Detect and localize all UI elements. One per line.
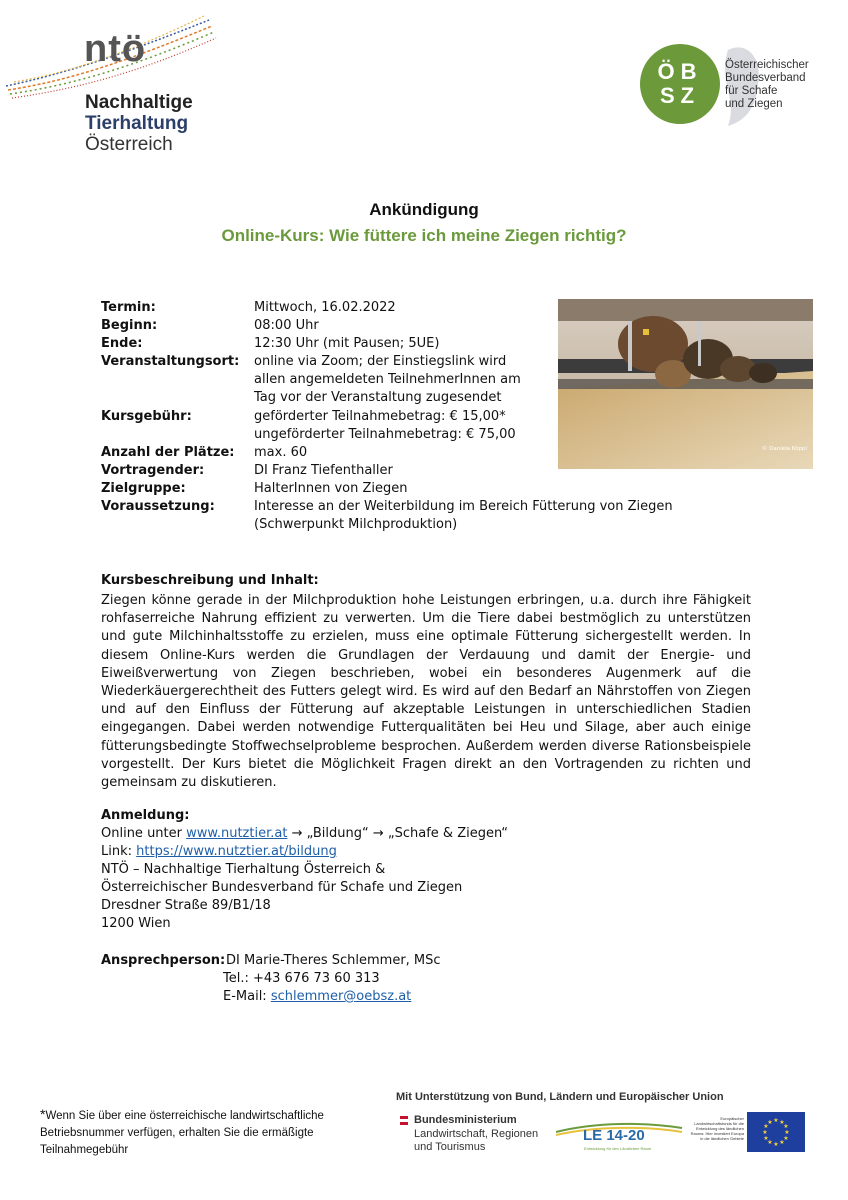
- svg-text:★: ★: [762, 1129, 768, 1136]
- contact-phone: Tel.: +43 676 73 60 313: [223, 971, 380, 986]
- voraussetzung-line2: (Schwerpunkt Milchproduktion): [254, 517, 458, 532]
- beginn-value: 08:00 Uhr: [254, 318, 319, 333]
- obsz-mark-top: ÖB: [657, 59, 703, 84]
- ende-label: Ende:: [101, 336, 143, 351]
- footnote-star: *: [40, 1106, 46, 1122]
- obsz-line3: für Schafe: [725, 85, 778, 97]
- le-logo: [556, 1118, 684, 1156]
- online-path: → „Bildung“ → „Schafe & Ziegen“: [291, 826, 508, 841]
- obsz-line2: Bundesverband: [725, 72, 806, 84]
- voraussetzung-value: [254, 498, 673, 534]
- link-label: Link:: [101, 844, 133, 859]
- svg-text:★: ★: [784, 1129, 790, 1136]
- contact-label: Ansprechperson:: [101, 953, 226, 968]
- eu-stars-icon: [747, 1112, 805, 1152]
- goats-feeding-photo: [558, 299, 813, 469]
- address-line1: Dresdner Straße 89/B1/18: [101, 898, 271, 913]
- bm-lines: [414, 1128, 538, 1154]
- nto-logo-line1: Nachhaltige: [85, 92, 193, 113]
- photo-credit: © Daniela Köppl: [761, 446, 807, 452]
- nto-logo-word: ntö: [84, 28, 147, 70]
- voraussetzung-line1: Interesse an der Weiterbildung im Bereich Fütterung von Ziegen: [254, 499, 673, 514]
- gebuehr-value: [254, 408, 516, 444]
- page-subtitle: Online-Kurs: Wie füttere ich meine Ziegen richtig?: [221, 226, 627, 245]
- nutztier-link[interactable]: www.nutztier.at: [186, 826, 288, 841]
- eu-flag-icon: [747, 1112, 805, 1152]
- ort-line1: online via Zoom; der Einstiegslink wird: [254, 354, 507, 369]
- support-note: Mit Unterstützung von Bund, Ländern und Europäischer Union: [396, 1091, 724, 1103]
- obsz-logo: [638, 40, 828, 135]
- bm-line1: Bundesministerium: [414, 1114, 517, 1126]
- svg-text:★: ★: [779, 1119, 785, 1126]
- plaetze-value: max. 60: [254, 445, 308, 460]
- ort-line3: Tag vor der Veranstaltung zugesendet: [254, 390, 502, 405]
- beginn-label: Beginn:: [101, 318, 158, 333]
- svg-text:★: ★: [783, 1123, 789, 1130]
- gebuehr-line1: geförderter Teilnahmebetrag: € 15,00*: [254, 409, 506, 424]
- bildung-link[interactable]: https://www.nutztier.at/bildung: [136, 844, 337, 859]
- svg-text:★: ★: [773, 1141, 779, 1148]
- org-line1: NTÖ – Nachhaltige Tierhaltung Österreich &: [101, 862, 386, 877]
- goats-feeding-image: [558, 299, 813, 469]
- email-prefix: E-Mail:: [223, 989, 267, 1004]
- bmlrt-logo: [400, 1112, 560, 1157]
- zielgruppe-value: HalterInnen von Ziegen: [254, 481, 408, 496]
- obsz-line4: und Ziegen: [725, 98, 783, 110]
- page-title: Ankündigung: [369, 200, 479, 219]
- address-line2: 1200 Wien: [101, 916, 171, 931]
- svg-text:★: ★: [767, 1139, 773, 1146]
- eu-fund-text: Europäischer Landwirtschaftsfonds für die Entwicklung des ländlichen Raums: Hier investiert Europa in die ländlichen Gebiete: [690, 1116, 744, 1141]
- termin-value: Mittwoch, 16.02.2022: [254, 300, 396, 315]
- email-link[interactable]: schlemmer@oebsz.at: [270, 989, 412, 1004]
- austria-flag-icon: [400, 1116, 408, 1125]
- ort-value: [254, 353, 521, 407]
- zielgruppe-label: Zielgruppe:: [101, 481, 186, 496]
- plaetze-label: Anzahl der Plätze:: [101, 445, 235, 460]
- contact-email-line: [223, 988, 411, 1006]
- le-logo-text: LE 14-20: [583, 1127, 645, 1144]
- svg-text:★: ★: [779, 1139, 785, 1146]
- svg-text:★: ★: [763, 1135, 769, 1142]
- svg-text:★: ★: [767, 1119, 773, 1126]
- gebuehr-line2: ungeförderter Teilnahmebetrag: € 75,00: [254, 427, 516, 442]
- footnote: [40, 1106, 360, 1159]
- description-heading: Kursbeschreibung und Inhalt:: [101, 573, 319, 588]
- svg-text:★: ★: [763, 1123, 769, 1130]
- anmeldung-online: [101, 825, 508, 843]
- svg-text:★: ★: [783, 1135, 789, 1142]
- anmeldung-heading: Anmeldung:: [101, 808, 190, 823]
- contact-name: DI Marie-Theres Schlemmer, MSc: [226, 953, 441, 968]
- obsz-mark-bottom: SZ: [659, 83, 701, 108]
- vortragender-value: DI Franz Tiefenthaller: [254, 463, 393, 478]
- bm-line3: und Tourismus: [414, 1141, 486, 1153]
- bm-line2: Landwirtschaft, Regionen: [414, 1128, 539, 1140]
- org-line2: Österreichischer Bundesverband für Schafe und Ziegen: [101, 880, 463, 895]
- le-logo-sub: Entwicklung für den Ländlichen Raum: [584, 1146, 652, 1151]
- gebuehr-label: Kursgebühr:: [101, 409, 192, 424]
- ort-label: Veranstaltungsort:: [101, 354, 240, 369]
- termin-label: Termin:: [101, 300, 156, 315]
- obsz-logo-mark: [640, 44, 720, 124]
- online-prefix: Online unter: [101, 826, 182, 841]
- description-text: Ziegen könne gerade in der Milchproduktion hohe Leistungen erbringen, u.a. durch ihre Fähigkeit rohfaserreiche Nahrung effizient zu verwerten. Um die Tiere dabei bestmöglich zu unterstützen und gute Milchinhaltsstoffe zu erzielen, muss eine optimale Fütterung sichergestellt werden. In diesem Online-Kurs werden die Grundlagen der Verdauung und damit der Energie- und Eiweißverwertung von Ziegen beschrieben, wobei ein besonderes Augenmerk auf die Wiederkäuergerechtheit des Futters gelegt wird. Es wird auf den Bedarf an Nährstoffen von Ziegen und auf den Einfluss der Fütterung auf akzeptable Leistungen in unterschiedlichen Stadien eingegangen. Dabei werden notwendige Futterqualitäten bei Heu und Silage, aber auch einige fütterungsbedingte Stoffwechselprobleme besprochen. Außerdem werden diverse Rationsbeispiele vorgestellt. Der Kurs bietet die Möglichkeit Fragen direkt an den Vortragenden zu richten und gemeinsam zu diskutieren.: [101, 593, 751, 791]
- svg-text:★: ★: [773, 1117, 779, 1124]
- obsz-line1: Österreichischer: [725, 59, 809, 71]
- footnote-text: Wenn Sie über eine österreichische landwirtschaftliche Betriebsnummer verfügen, erhalten Sie die ermäßigte Teilnahmegebühr: [40, 1110, 324, 1156]
- voraussetzung-label: Voraussetzung:: [101, 499, 215, 514]
- nto-logo-line3: Österreich: [85, 134, 173, 155]
- ende-value: 12:30 Uhr (mit Pausen; 5UE): [254, 336, 440, 351]
- nto-logo-line2: Tierhaltung: [85, 113, 189, 134]
- obsz-logo-text: [725, 59, 809, 111]
- ort-line2: allen angemeldeten TeilnehmerInnen am: [254, 372, 521, 387]
- anmeldung-link-line: [101, 843, 337, 861]
- vortragender-label: Vortragender:: [101, 463, 205, 478]
- nto-logo: [4, 14, 224, 164]
